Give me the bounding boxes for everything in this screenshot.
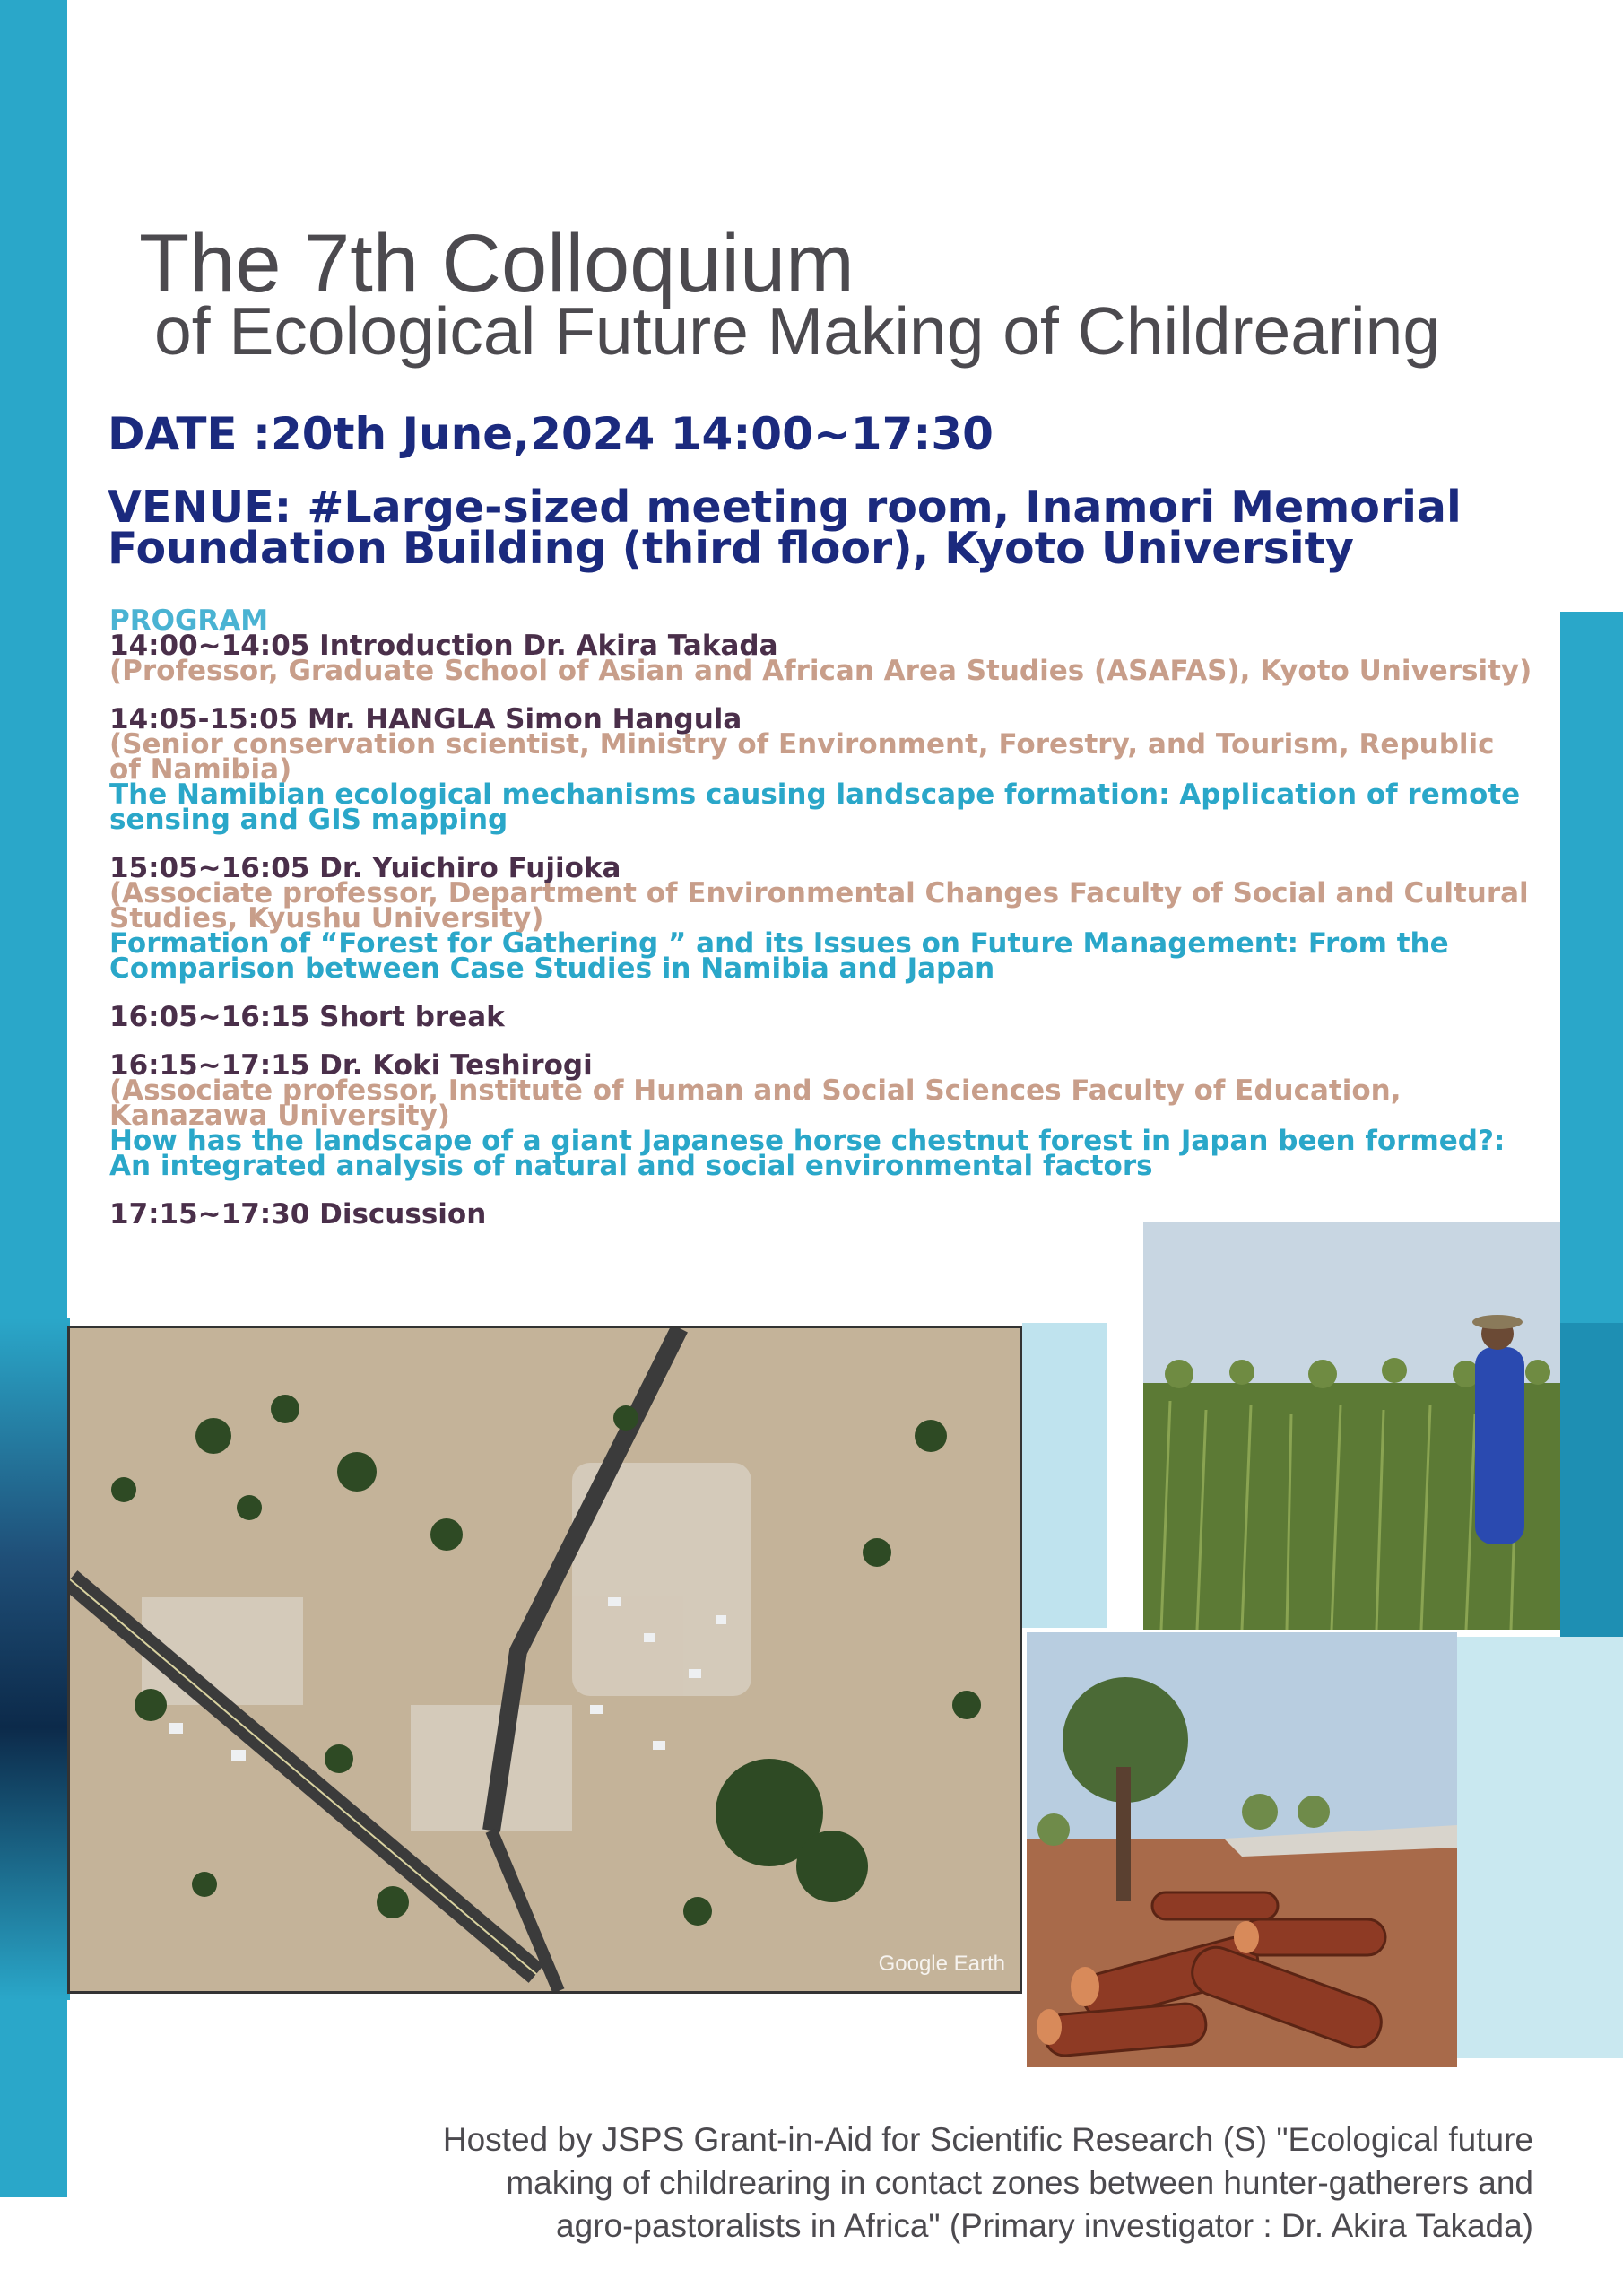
slot-talk-title: Formation of “Forest for Gathering ” and its Issues on Future Management: From the Comparison between Case Studies in Namibia and Japan — [109, 927, 1449, 985]
slot-time: 14:00~14:05 Introduction Dr. Akira Takada — [109, 630, 778, 662]
slot-talk-title: How has the landscape of a giant Japanese horse chestnut forest in Japan been formed?: An integrated analysis of natural and social environmental factors — [109, 1125, 1506, 1182]
slot-time: 17:15~17:30 Discussion — [109, 1198, 487, 1231]
slot-affiliation: (Professor, Graduate School of Asian and African Area Studies (ASAFAS), Kyoto University) — [109, 655, 1532, 687]
left-swoosh-decoration — [0, 1318, 70, 2000]
slot-affiliation: (Senior conservation scientist, Ministry of Environment, Forestry, and Tourism, Republic of Namibia) — [109, 728, 1495, 786]
footer-line: Hosted by JSPS Grant-in-Aid for Scientific Research (S) "Ecological future — [442, 2121, 1533, 2158]
footer-line: agro-pastoralists in Africa" (Primary investigator : Dr. Akira Takada) — [556, 2207, 1533, 2244]
host-footer — [233, 2118, 1533, 2248]
slot-affiliation: (Associate professor, Department of Environmental Changes Faculty of Social and Cultural Studies, Kyushu University) — [109, 877, 1529, 935]
page-subtitle: of Ecological Future Making of Childrearing — [154, 293, 1441, 369]
slot-talk-title: The Namibian ecological mechanisms causing landscape formation: Application of remote sensing and GIS mapping — [109, 778, 1521, 836]
program-heading: PROGRAM — [109, 604, 269, 637]
light-blue-block-lower — [1457, 1637, 1623, 2058]
cut-logs-photo — [1027, 1632, 1457, 2067]
google-earth-watermark: Google Earth — [878, 1952, 1005, 1976]
event-venue: VENUE: #Large-sized meeting room, Inamori Memorial Foundation Building (third floor), Kyoto University — [108, 482, 1462, 574]
light-blue-block — [1022, 1323, 1107, 1628]
slot-time: 15:05~16:05 Dr. Yuichiro Fujioka — [109, 852, 621, 884]
slot-affiliation: (Associate professor, Institute of Human and Social Sciences Faculty of Education, Kanazawa University) — [109, 1074, 1402, 1132]
event-date: DATE :20th June,2024 14:00~17:30 — [108, 408, 994, 460]
program-slot — [109, 1001, 1535, 1033]
slot-time: 16:05~16:15 Short break — [109, 1001, 505, 1033]
program-slot — [109, 852, 1535, 985]
program-slot — [109, 1049, 1535, 1182]
satellite-map-photo — [67, 1326, 1022, 1994]
page-title: The 7th Colloquium — [139, 218, 855, 309]
millet-field-photo — [1143, 1222, 1560, 1630]
slot-time: 14:05-15:05 Mr. HANGLA Simon Hangula — [109, 703, 742, 735]
program-section — [109, 604, 1535, 1250]
program-slot — [109, 703, 1535, 836]
program-slot — [109, 630, 1535, 687]
footer-line: making of childrearing in contact zones between hunter-gatherers and — [506, 2164, 1533, 2201]
slot-time: 16:15~17:15 Dr. Koki Teshirogi — [109, 1049, 593, 1082]
